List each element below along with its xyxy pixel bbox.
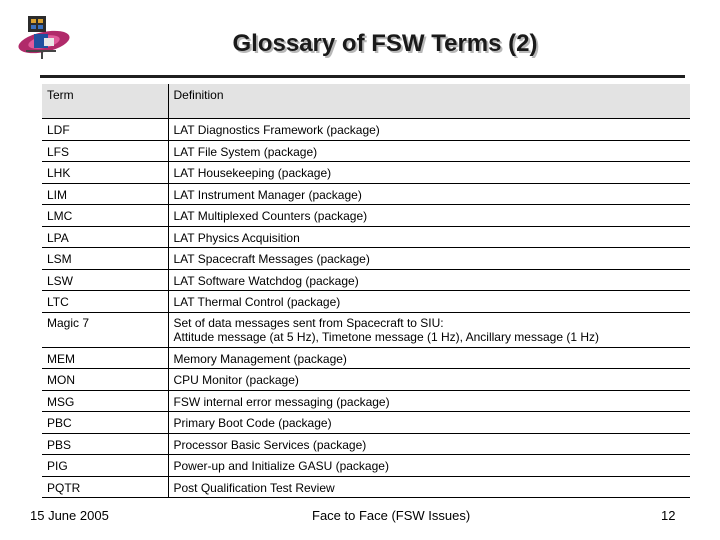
slide-title: Glossary of FSW Terms (2) [232, 30, 538, 57]
table-row [42, 205, 690, 227]
definition-line: FSW internal error messaging (package) [173, 394, 390, 409]
definition-cell [168, 390, 690, 412]
definition-cell [168, 183, 690, 205]
term-cell: LMC [42, 205, 168, 227]
definition-line: CPU Monitor (package) [173, 373, 299, 387]
definition-cell [168, 140, 690, 162]
table-row [42, 412, 690, 434]
table-row [42, 433, 690, 455]
table-row [42, 476, 690, 498]
term-cell: LTC [42, 291, 168, 313]
definition-line: LAT Housekeeping (package) [173, 166, 332, 180]
definition-cell [168, 119, 690, 141]
table-header-row [42, 84, 690, 119]
definition-line: Processor Basic Services (package) [173, 437, 367, 452]
definition-line: Primary Boot Code (package) [173, 416, 332, 430]
term-cell: PBS [42, 433, 168, 455]
term-cell: LFS [42, 140, 168, 162]
definition-line: Attitude message (at 5 Hz), Timetone message (1 Hz), Ancillary message (1 Hz) [173, 329, 599, 344]
term-cell: LDF [42, 119, 168, 141]
footer-date: 15 June 2005 [30, 508, 109, 523]
definition-line: Memory Management (package) [173, 351, 347, 366]
term-cell: PBC [42, 412, 168, 434]
definition-line: LAT Physics Acquisition [173, 230, 300, 245]
table-row [42, 291, 690, 313]
definition-cell [168, 226, 690, 248]
table-row [42, 390, 690, 412]
term-cell: PQTR [42, 476, 168, 498]
term-cell: LPA [42, 226, 168, 248]
term-cell: LSW [42, 269, 168, 291]
definition-line: LAT Multiplexed Counters (package) [173, 209, 368, 223]
definition-cell [168, 248, 690, 270]
term-cell: Magic 7 [42, 312, 168, 347]
glossary-table-container [42, 84, 690, 498]
definition-cell [168, 347, 690, 369]
table-row [42, 119, 690, 141]
definition-cell [168, 291, 690, 313]
definition-cell [168, 162, 690, 184]
table-row [42, 183, 690, 205]
table-row [42, 226, 690, 248]
title-divider [40, 75, 685, 78]
term-cell: PIG [42, 455, 168, 477]
term-cell: MSG [42, 390, 168, 412]
table-row [42, 347, 690, 369]
term-cell: MEM [42, 347, 168, 369]
definition-line: LAT Spacecraft Messages (package) [173, 252, 370, 266]
definition-line: LAT Software Watchdog (package) [173, 273, 359, 288]
table-row [42, 369, 690, 391]
header-term: Term [42, 84, 168, 119]
header-definition: Definition [168, 84, 690, 119]
term-cell: LHK [42, 162, 168, 184]
definition-line: Power-up and Initialize GASU (package) [173, 459, 389, 473]
term-cell: MON [42, 369, 168, 391]
table-row [42, 248, 690, 270]
definition-line: Set of data messages sent from Spacecraft to SIU: [173, 315, 444, 330]
table-row [42, 312, 690, 347]
definition-line: LAT Instrument Manager (package) [173, 187, 362, 202]
glossary-table [42, 84, 690, 498]
table-row [42, 162, 690, 184]
definition-cell [168, 369, 690, 391]
definition-cell [168, 476, 690, 498]
definition-line: LAT Diagnostics Framework (package) [173, 123, 380, 137]
page-number: 12 [661, 508, 676, 523]
definition-line: LAT File System (package) [173, 144, 318, 159]
lat-mission-logo-icon [14, 12, 76, 60]
definition-cell [168, 412, 690, 434]
table-row [42, 269, 690, 291]
term-cell: LSM [42, 248, 168, 270]
definition-cell [168, 455, 690, 477]
definition-line: LAT Thermal Control (package) [173, 295, 341, 309]
definition-cell [168, 269, 690, 291]
definition-cell [168, 312, 690, 347]
table-row [42, 140, 690, 162]
definition-line: Post Qualification Test Review [173, 480, 335, 495]
term-cell: LIM [42, 183, 168, 205]
definition-cell [168, 205, 690, 227]
table-row [42, 455, 690, 477]
footer-title: Face to Face (FSW Issues) [312, 508, 471, 523]
definition-cell [168, 433, 690, 455]
